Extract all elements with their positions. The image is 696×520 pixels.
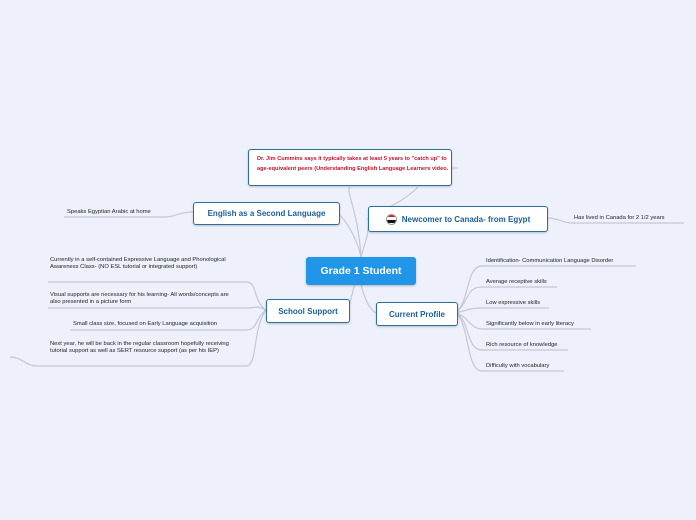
topic-school-support[interactable] (266, 299, 350, 323)
central-topic[interactable] (306, 257, 416, 285)
leaf-support-visual[interactable]: Visual supports are necessary for his learning- All words/concepts are also presented in a picture form (50, 292, 229, 306)
leaf-support-class[interactable]: Currently in a self-contained Expressive Language and Phonological Awareness Class- (NO ESL tutorial or integrated support) (50, 257, 226, 271)
topic-label: Current Profile (388, 309, 445, 319)
central-topic-label: Grade 1 Student (320, 265, 402, 277)
topic-label: School Support (278, 306, 338, 316)
leaf-esl-home-language[interactable]: Speaks Egyptian Arabic at home (67, 209, 151, 215)
note-text: Dr. Jim Cummins says it typically takes at least 5 years to "catch up" to age-equivalent peers (Understanding English Language Learners video. (257, 156, 449, 172)
leaf-profile-expressive[interactable]: Low expressive skills (486, 300, 541, 306)
topic-label: Newcomer to Canada- from Egypt (401, 214, 531, 224)
leaf-profile-vocabulary[interactable]: Difficulty with vocabulary (486, 363, 550, 369)
topic-newcomer-canada[interactable] (368, 206, 548, 232)
leaf-profile-knowledge[interactable]: Rich resource of knowledge (486, 342, 558, 348)
leaf-support-class-size[interactable]: Small class size, focused on Early Language acquisition (73, 321, 218, 327)
leaf-newcomer-duration[interactable]: Has lived in Canada for 2 1/2 years (574, 215, 665, 221)
leaf-profile-literacy[interactable]: Significantly below in early literacy (486, 321, 574, 327)
topic-label: English as a Second Language (207, 209, 326, 218)
egypt-flag-icon (386, 214, 397, 225)
topic-english-second-language[interactable] (193, 202, 340, 225)
leaf-support-next-year[interactable]: Next year, he will be back in the regular classroom hopefully receiving tutorial support as well as SERT resource support (as per his IEP) (50, 341, 229, 355)
topic-current-profile[interactable] (376, 302, 458, 326)
leaf-profile-identification[interactable]: Identification- Communication Language Disorder (486, 258, 614, 264)
note-box[interactable] (248, 149, 452, 186)
leaf-profile-receptive[interactable]: Average receptive skills (486, 279, 547, 285)
